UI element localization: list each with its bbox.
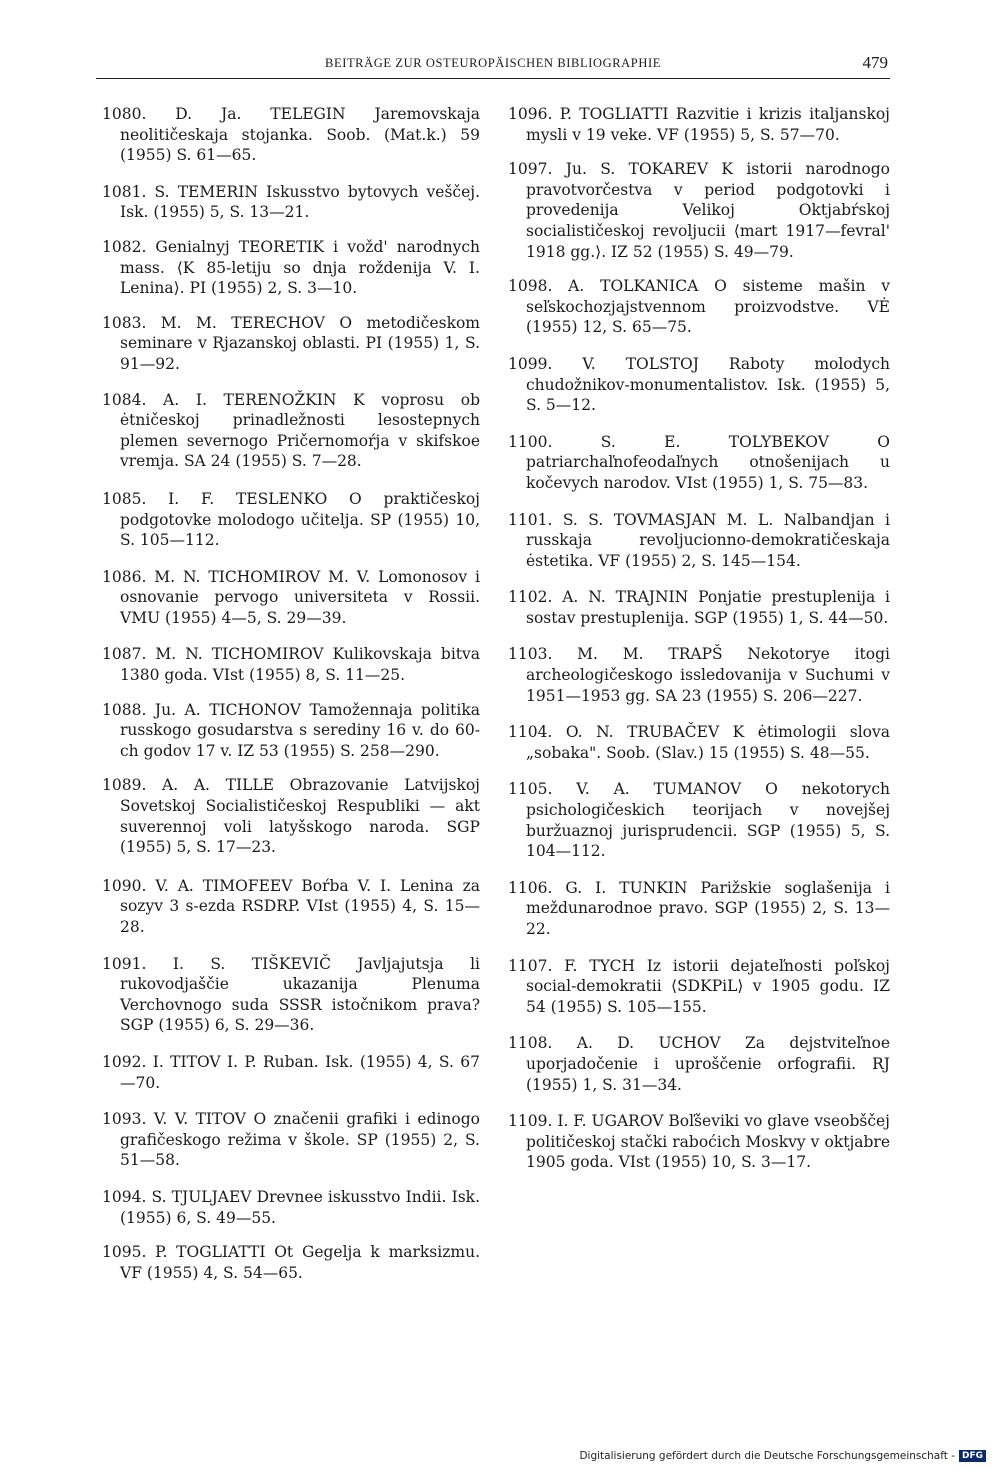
- bibliography-entry-1080: 1080. D. Ja. TELEGIN Jaremovskaja neolitičeskaja stojanka. Soob. (Mat.k.) 59 (1955) S. 61—65.: [102, 105, 480, 165]
- bibliography-entry-1083: 1083. M. M. TERECHOV O metodičeskom seminare v Rjazanskoj oblasti. PI (1955) 1, S. 91—92.: [102, 313, 480, 373]
- bibliography-entry-1101: 1101. S. S. TOVMASJAN M. L. Nalbandjan i russkaja revoljucionno-demokratičeskaja ėstetika. VF (1955) 2, S. 145—154.: [508, 510, 890, 570]
- bibliography-entry-1091: 1091. I. S. TIŠKEVIČ Javljajutsja li rukovodjaščie ukazanija Plenuma Verchovnogo suda SSSR istočnikom prava? SGP (1955) 6, S. 29—36.: [102, 954, 480, 1035]
- bibliography-entry-1109: 1109. I. F. UGAROV Boľševiki vo glave vseobščej političeskoj stački raboćich Moskvy v oktjabre 1905 goda. VIst (1955) 10, S. 3—17.: [508, 1112, 890, 1172]
- bibliography-entry-1104: 1104. O. N. TRUBAČEV K ėtimologii slova „sobaka". Soob. (Slav.) 15 (1955) S. 48—55.: [508, 723, 890, 762]
- page-number: 479: [862, 53, 888, 72]
- page-header: [96, 53, 890, 79]
- bibliography-entry-1099: 1099. V. TOLSTOJ Raboty molodych chudožnikov-monumentalistov. Isk. (1955) 5, S. 5—12.: [508, 354, 890, 415]
- bibliography-entry-1100: 1100. S. E. TOLYBEKOV O patriarchaľnofeodaľnych otnošenijach u kočevych narodov. VIst (1955) 1, S. 75—83.: [508, 432, 890, 492]
- bibliography-entry-1098: 1098. A. TOLKANICA O sisteme mašin v seľskochozjajstvennom proizvodstve. VĖ (1955) 12, S. 65—75.: [508, 277, 890, 337]
- bibliography-entry-1096: 1096. P. TOGLIATTI Razvitie i krizis italjanskoj mysli v 19 veke. VF (1955) 5, S. 57—70.: [508, 105, 890, 144]
- running-title: BEITRÄGE ZUR OSTEUROPÄISCHEN BIBLIOGRAPHIE: [325, 56, 661, 70]
- dfg-logo-icon: DFG: [959, 1450, 986, 1462]
- bibliography-entry-1087: 1087. M. N. TICHOMIROV Kulikovskaja bitva 1380 goda. VIst (1955) 8, S. 11—25.: [102, 645, 480, 685]
- bibliography-entry-1093: 1093. V. V. TITOV O značenii grafiki i edinogo grafičeskogo režima v škole. SP (1955) 2, S. 51—58.: [102, 1110, 480, 1170]
- bibliography-entry-1095: 1095. P. TOGLIATTI Ot Gegelja k marksizmu. VF (1955) 4, S. 54—65.: [102, 1243, 480, 1282]
- bibliography-entry-1107: 1107. F. TYCH Iz istorii dejateľnosti poľskoj social-demokratii ⟨SDKPiL⟩ v 1905 godu. IZ 54 (1955) S. 105—155.: [508, 956, 890, 1016]
- digitization-credit: [579, 1450, 986, 1462]
- bibliography-entry-1105: 1105. V. A. TUMANOV O nekotorych psichologičeskich teorijach v novejšej buržuaznoj jurisprudencii. SGP (1955) 5, S. 104—112.: [508, 780, 890, 861]
- left-column: [102, 104, 480, 1283]
- bibliography-entry-1086: 1086. M. N. TICHOMIROV M. V. Lomonosov i osnovanie pervogo universiteta v Rossii. VMU (1955) 4—5, S. 29—39.: [102, 567, 480, 627]
- bibliography-entry-1090: 1090. V. A. TIMOFEEV Boŕba V. I. Lenina za sozyv 3 s-ezda RSDRP. VIst (1955) 4, S. 15—28.: [102, 876, 480, 936]
- bibliography-entry-1084: 1084. A. I. TERENOŽKIN K voprosu ob ėtničeskoj prinadležnosti lesostepnych plemen severnogo Pričernomoŕja v skifskoe vremja. SA 24 (1955) S. 7—28.: [102, 390, 480, 471]
- credit-text: Digitalisierung gefördert durch die Deutsche Forschungsgemeinschaft -: [579, 1450, 955, 1462]
- bibliography-entry-1089: 1089. A. A. TILLE Obrazovanie Latvijskoj Sovetskoj Socialističeskoj Respubliki — akt suverennoj voli latyšskogo naroda. SGP (1955) 5, S. 17—23.: [102, 776, 480, 857]
- bibliography-entry-1102: 1102. A. N. TRAJNIN Ponjatie prestuplenija i sostav prestuplenija. SGP (1955) 1, S. 44—50.: [508, 588, 890, 627]
- right-column: [508, 104, 890, 1173]
- bibliography-entry-1106: 1106. G. I. TUNKIN Parižskie soglašenija i meždunarodnoe pravo. SGP (1955) 2, S. 13—22.: [508, 878, 890, 938]
- bibliography-entry-1085: 1085. I. F. TESLENKO O praktičeskoj podgotovke molodogo učitelja. SP (1955) 10, S. 105—112.: [102, 489, 480, 550]
- bibliography-entry-1094: 1094. S. TJULJAEV Drevnee iskusstvo Indii. Isk. (1955) 6, S. 49—55.: [102, 1187, 480, 1227]
- bibliography-entry-1097: 1097. Ju. S. TOKAREV K istorii narodnogo pravotvorčestva v period podgotovki i provedenija Velikoj Oktjabŕskoj socialističeskoj revoljucii ⟨mart 1917—fevral' 1918 gg.⟩. IZ 52 (1955) S. 49—79.: [508, 160, 890, 261]
- bibliography-entry-1082: 1082. Genialnyj TEORETIK i vožd' narodnych mass. ⟨K 85-letiju so dnja roždenija V. I. Lenina⟩. PI (1955) 2, S. 3—10.: [102, 237, 480, 298]
- bibliography-entry-1108: 1108. A. D. UCHOV Za dejstviteľnoe uporjadočenie i uproščenie orfografii. RJ (1955) 1, S. 31—34.: [508, 1034, 890, 1094]
- bibliography-entry-1092: 1092. I. TITOV I. P. Ruban. Isk. (1955) 4, S. 67—70.: [102, 1052, 480, 1092]
- bibliography-entry-1081: 1081. S. TEMERIN Iskusstvo bytovych veščej. Isk. (1955) 5, S. 13—21.: [102, 182, 480, 222]
- bibliography-entry-1103: 1103. M. M. TRAPŠ Nekotorye itogi archeologičeskogo issledovanija v Suchumi v 1951—1953 gg. SA 23 (1955) S. 206—227.: [508, 645, 890, 705]
- bibliography-entry-1088: 1088. Ju. A. TICHONOV Tamožennaja politika russkogo gosudarstva s serediny 16 v. do 60-ch godov 17 v. IZ 53 (1955) S. 258—290.: [102, 700, 480, 760]
